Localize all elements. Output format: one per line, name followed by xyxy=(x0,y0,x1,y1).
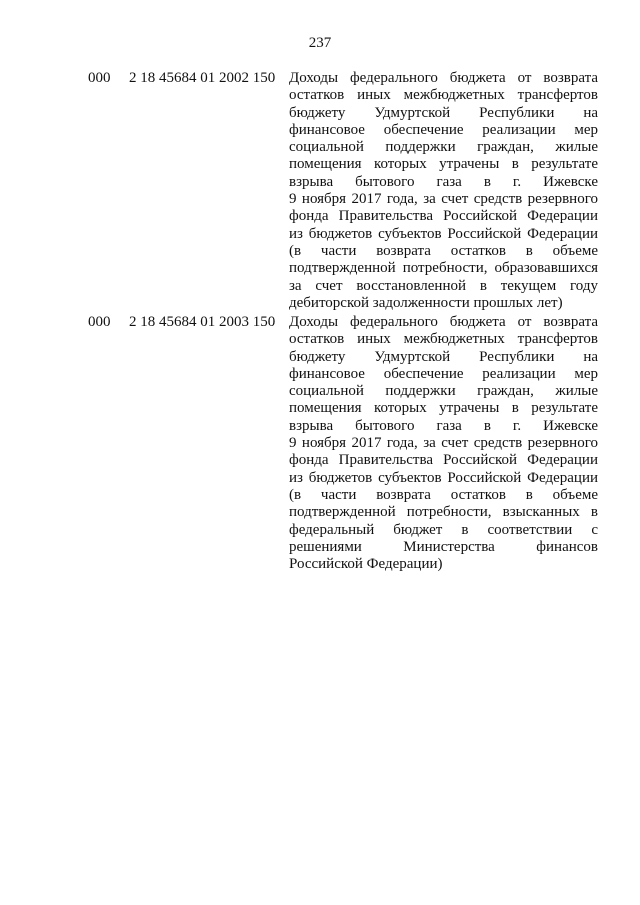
description-line: остатков иных межбюджетных трансфертов xyxy=(289,87,598,104)
description-line: остатков иных межбюджетных трансфертов xyxy=(289,331,598,348)
description-line: бюджету Удмуртской Республики на xyxy=(289,348,598,365)
description-line: решениями Министерства финансов xyxy=(289,538,598,555)
description-line: дебиторской задолженности прошлых лет) xyxy=(289,294,563,311)
description-line: финансовое обеспечение реализации мер xyxy=(289,121,598,138)
description-line: 9 ноября 2017 года, за счет средств резервного xyxy=(289,435,598,452)
description-line: Российской Федерации) xyxy=(289,556,443,573)
budget-classification-code: 2 18 45684 01 2003 150 xyxy=(129,314,276,330)
budget-classification-code: 2 18 45684 01 2002 150 xyxy=(129,70,276,86)
admin-code: 000 xyxy=(88,70,111,86)
description-line: фонда Правительства Российской Федерации xyxy=(289,208,598,225)
revenue-description xyxy=(289,70,598,312)
description-line: 9 ноября 2017 года, за счет средств резервного xyxy=(289,191,598,208)
description-line: бюджету Удмуртской Республики на xyxy=(289,104,598,121)
description-line: финансовое обеспечение реализации мер xyxy=(289,365,598,382)
description-line: Доходы федерального бюджета от возврата xyxy=(289,70,598,86)
admin-code: 000 xyxy=(88,314,111,330)
description-line: взрыва бытового газа в г. Ижевске xyxy=(289,417,598,434)
description-line: подтвержденной потребности, взысканных в xyxy=(289,504,598,521)
description-line: из бюджетов субъектов Российской Федерации xyxy=(289,225,598,242)
description-line: (в части возврата остатков в объеме xyxy=(289,242,598,259)
description-line: из бюджетов субъектов Российской Федерации xyxy=(289,469,598,486)
description-line: за счет восстановленной в текущем году xyxy=(289,277,598,294)
description-line: социальной поддержки граждан, жилые xyxy=(289,139,598,156)
description-line: фонда Правительства Российской Федерации xyxy=(289,452,598,469)
description-line: помещения которых утрачены в результате xyxy=(289,400,598,417)
description-line: (в части возврата остатков в объеме xyxy=(289,486,598,503)
description-line: Доходы федерального бюджета от возврата xyxy=(289,314,598,330)
revenue-description xyxy=(289,314,598,573)
description-line: федеральный бюджет в соответствии с xyxy=(289,521,598,538)
page-number: 237 xyxy=(308,35,332,51)
description-line: помещения которых утрачены в результате xyxy=(289,156,598,173)
description-line: социальной поддержки граждан, жилые xyxy=(289,383,598,400)
description-line: взрыва бытового газа в г. Ижевске xyxy=(289,173,598,190)
description-line: подтвержденной потребности, образовавшихся xyxy=(289,260,598,277)
